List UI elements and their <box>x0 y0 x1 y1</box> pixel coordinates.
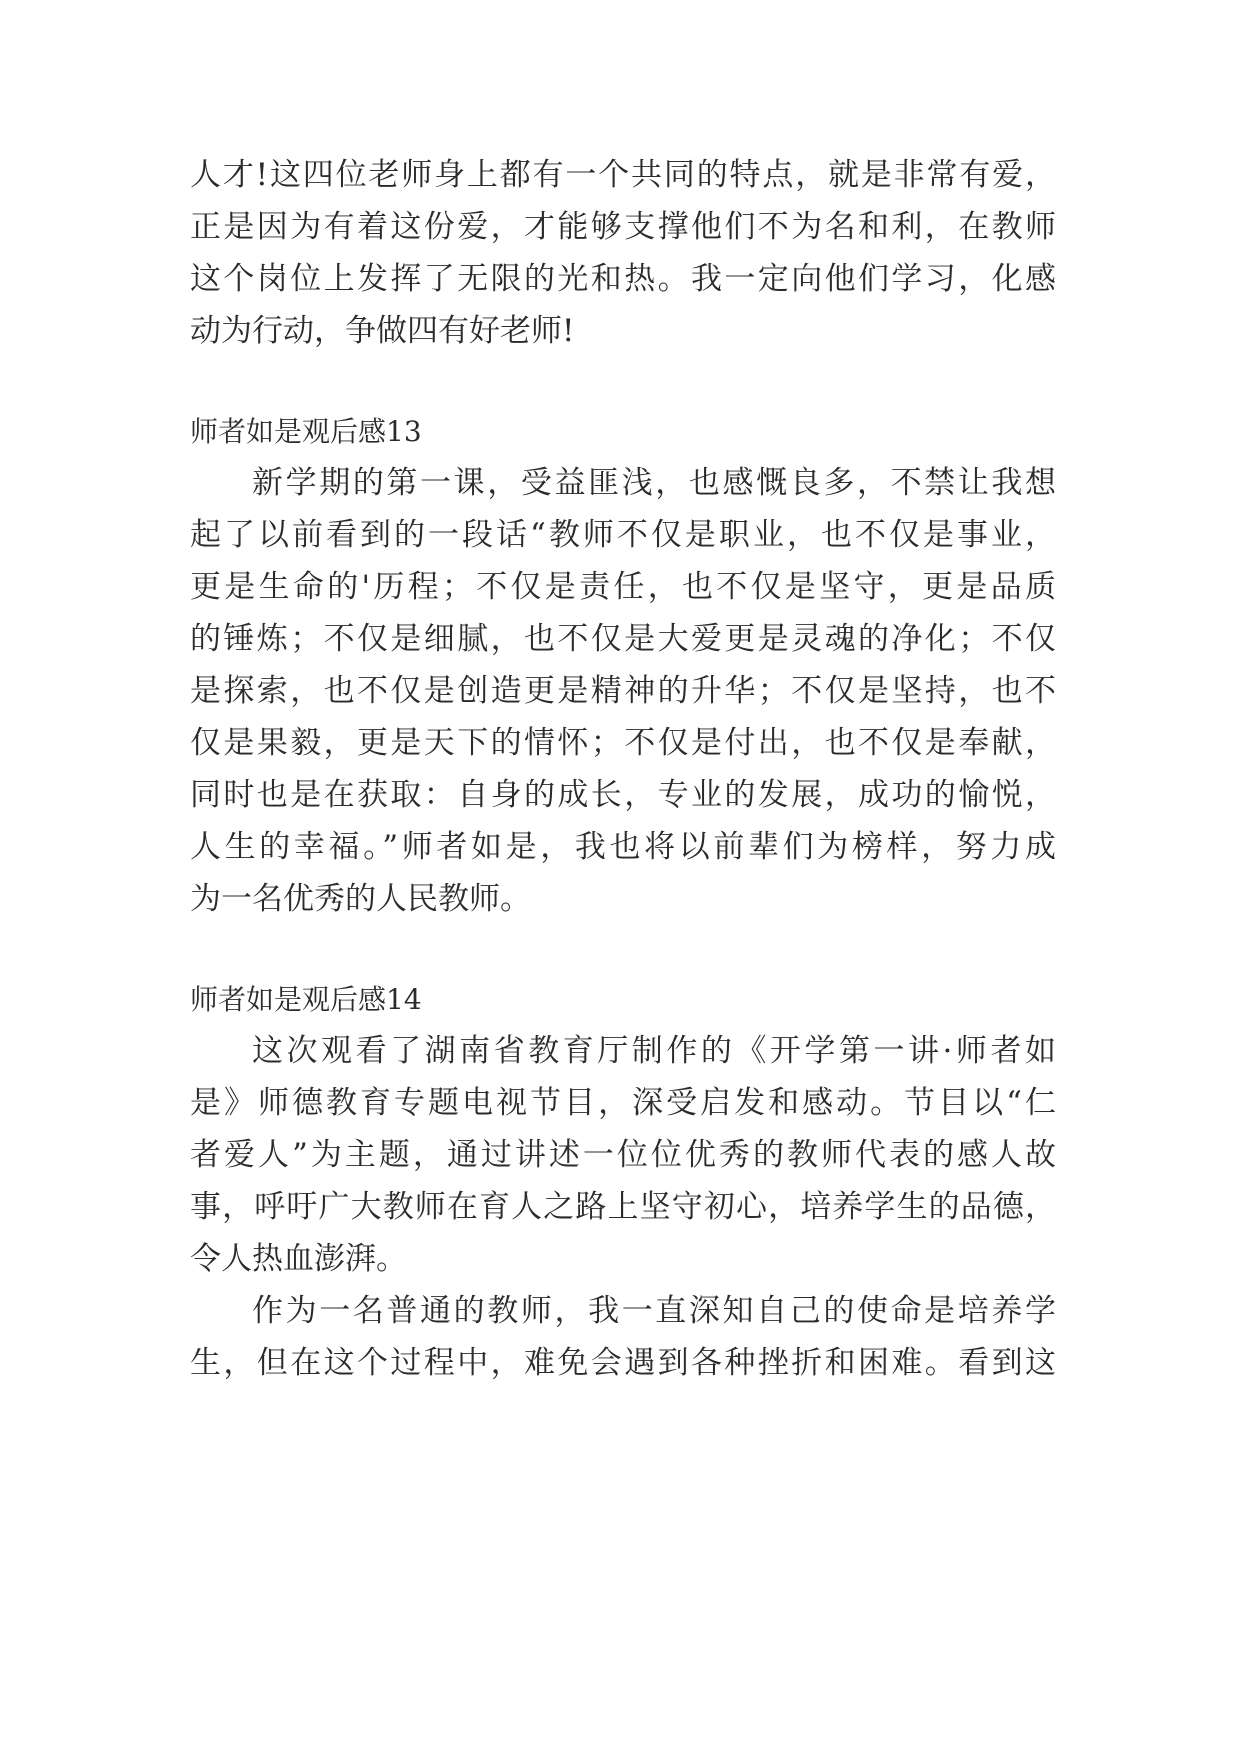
paragraph-line: 作为一名普通的教师，我一直深知自己的使命是培养学 <box>252 1293 1056 1329</box>
paragraph-line: 更是生命的'历程；不仅是责任，也不仅是坚守，更是品质 <box>190 569 1056 605</box>
paragraph-line: 这个岗位上发挥了无限的光和热。我一定向他们学习，化感 <box>190 261 1056 297</box>
paragraph-line: 新学期的第一课，受益匪浅，也感慨良多，不禁让我想 <box>252 465 1056 501</box>
section-heading: 师者如是观后感13 <box>190 415 422 448</box>
paragraph-line: 者爱人”为主题，通过讲述一位位优秀的教师代表的感人故 <box>190 1137 1056 1173</box>
paragraph-line: 为一名优秀的人民教师。 <box>190 881 531 917</box>
paragraph-line: 令人热血澎湃。 <box>190 1241 407 1277</box>
paragraph-line: 正是因为有着这份爱，才能够支撑他们不为名和利，在教师 <box>190 209 1056 245</box>
paragraph-line: 人生的幸福。”师者如是，我也将以前辈们为榜样，努力成 <box>190 829 1056 865</box>
paragraph-line: 这次观看了湖南省教育厅制作的《开学第一讲·师者如 <box>252 1033 1056 1069</box>
paragraph-line: 动为行动，争做四有好老师! <box>190 313 575 349</box>
paragraph-line: 是》师德教育专题电视节目，深受启发和感动。节目以“仁 <box>190 1085 1056 1121</box>
section-heading: 师者如是观后感14 <box>190 983 422 1016</box>
paragraph-line: 同时也是在获取：自身的成长，专业的发展，成功的愉悦， <box>190 777 1056 813</box>
paragraph-line: 人才!这四位老师身上都有一个共同的特点，就是非常有爱， <box>190 157 1056 193</box>
paragraph-line: 生，但在这个过程中，难免会遇到各种挫折和困难。看到这 <box>190 1345 1056 1381</box>
paragraph-line: 事，呼吁广大教师在育人之路上坚守初心，培养学生的品德， <box>190 1189 1056 1225</box>
paragraph-line: 起了以前看到的一段话“教师不仅是职业，也不仅是事业， <box>190 517 1056 553</box>
paragraph-line: 是探索，也不仅是创造更是精神的升华；不仅是坚持，也不 <box>190 673 1056 709</box>
paragraph-line: 仅是果毅，更是天下的情怀；不仅是付出，也不仅是奉献， <box>190 725 1056 761</box>
paragraph-line: 的锤炼；不仅是细腻，也不仅是大爱更是灵魂的净化；不仅 <box>190 621 1056 657</box>
